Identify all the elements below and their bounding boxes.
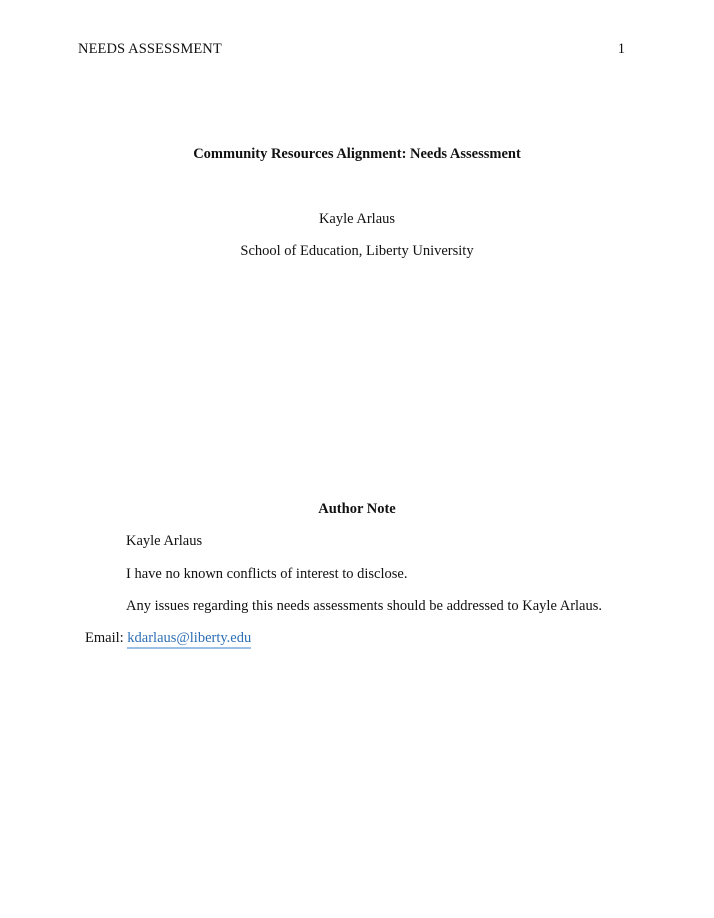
page-number: 1 bbox=[617, 41, 625, 57]
author-note-name: Kayle Arlaus bbox=[126, 533, 203, 549]
author-name: Kayle Arlaus bbox=[318, 211, 396, 227]
email-label: Email: bbox=[85, 630, 128, 646]
paper-title: Community Resources Alignment: Needs Assessment bbox=[193, 146, 521, 162]
author-note-contact-statement: Any issues regarding this needs assessments should be addressed to Kayle Arlaus. bbox=[126, 598, 603, 614]
email-link[interactable]: kdarlaus@liberty.edu bbox=[127, 630, 251, 649]
author-note-conflict-statement: I have no known conflicts of interest to disclose. bbox=[126, 566, 408, 582]
running-head: NEEDS ASSESSMENT bbox=[78, 41, 222, 57]
email-line bbox=[85, 630, 251, 647]
author-affiliation: School of Education, Liberty University bbox=[240, 243, 474, 259]
author-note-heading: Author Note bbox=[318, 501, 396, 517]
